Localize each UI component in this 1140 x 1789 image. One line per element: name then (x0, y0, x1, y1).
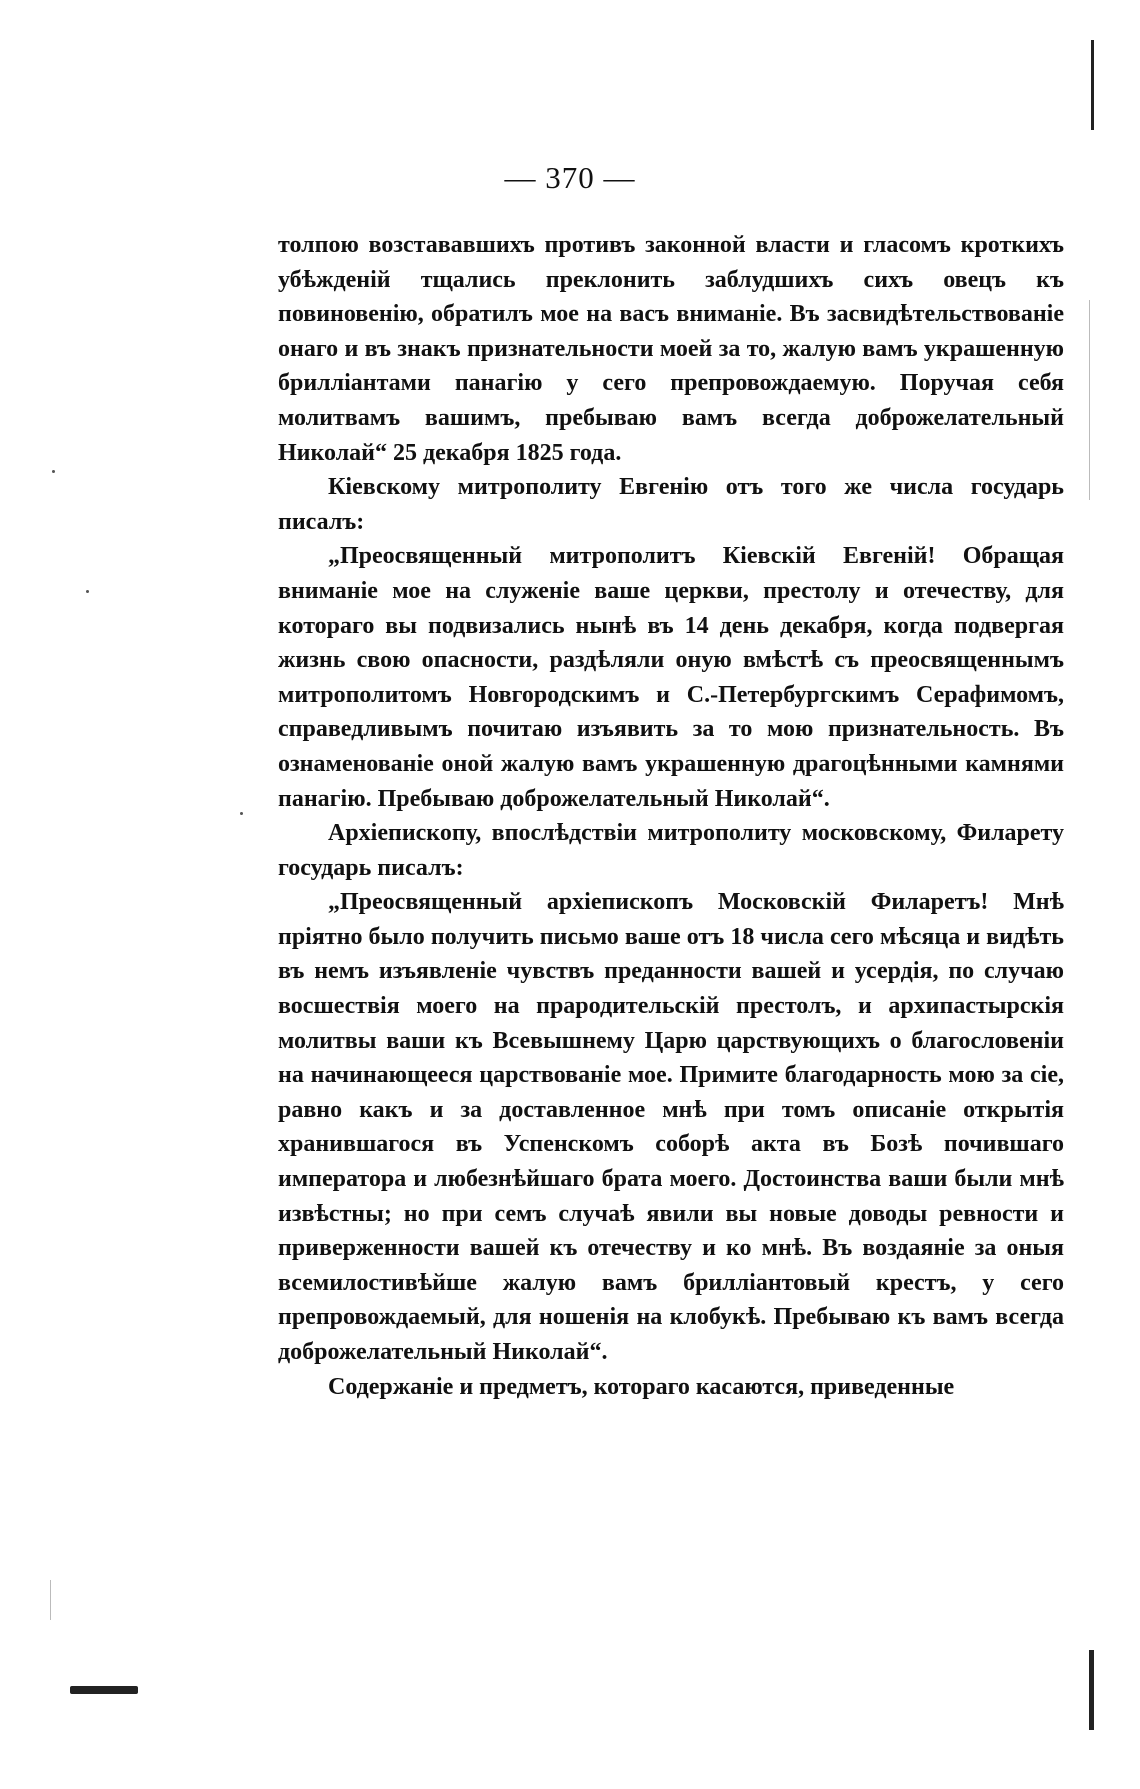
paragraph: Содержаніе и предметъ, котораго касаются, приведенные (328, 1373, 955, 1400)
page-number: — 370 — (504, 160, 636, 195)
scan-smudge (70, 1686, 138, 1694)
paragraph: Архіепископу, впослѣдствіи митрополиту московскому, Филарету государь писалъ: (278, 820, 1064, 881)
paragraph: „Преосвященный митрополитъ Кіевскій Евгеній! Обращая вниманіе мое на служеніе ваше церкви, престолу и отечеству, для котораго вы подвизались нынѣ въ 14 день декабря, когда подвергая жизнь свою опасности, раздѣляли оную вмѣстѣ съ преосвященнымъ митрополитомъ Новгородскимъ и С.-Петербургскимъ Серафимомъ, справедливымъ почитаю изъявить за то мою признательность. Въ ознаменованіе оной жалую вамъ украшенную драгоцѣнными камнями панагію. Пребываю доброжелательный Николай“. (278, 543, 1064, 812)
scan-speck (240, 812, 243, 815)
scan-edge-mark (1089, 1650, 1094, 1730)
scan-edge-mark (1091, 40, 1094, 130)
paragraph: толпою возстававшихъ противъ законной власти и гласомъ кроткихъ убѣжденій тщались преклонить заблудшихъ сихъ овецъ къ повиновенію, обратилъ мое на васъ вниманіе. Въ засвидѣтельствованіе онаго и въ знакъ признательности моей за то, жалую вамъ украшенную бриллiантами панагію у сего препровождаемую. Поручая себя молитвамъ вашимъ, пребываю вамъ всегда доброжелательный Николай“ 25 декабря 1825 года. (278, 232, 1064, 466)
scan-speck (52, 470, 55, 473)
body-text (278, 228, 1064, 1404)
paragraph: Кіевскому митрополиту Евгенію отъ того же числа государь писалъ: (278, 474, 1064, 535)
scan-speck (86, 590, 89, 593)
scan-edge-line (1089, 300, 1090, 500)
paragraph: „Преосвященный архіепископъ Московскій Филаретъ! Мнѣ пріятно было получить письмо ваше отъ 18 числа сего мѣсяца и видѣть въ немъ изъявленіе чувствъ преданности вашей и усердія, по случаю восшествія моего на прародительскій престолъ, и архипастырскія молитвы ваши къ Всевышнему Царю царствующихъ о благословеніи на начинающееся царствованіе мое. Примите благодарность мою за сіе, равно какъ и за доставленное мнѣ при томъ описаніе открытія хранившагося въ Успенскомъ соборѣ акта въ Бозѣ почившаго императора и любезнѣйшаго брата моего. Достоинства ваши были мнѣ извѣстны; но при семъ случаѣ явили вы новые доводы ревности и приверженности вашей къ отечеству и ко мнѣ. Въ воздаяніе за оныя всемилостивѣйше жалую вамъ бриллiантовый крестъ, у сего препровождаемый, для ношенія на клобукѣ. Пребываю къ вамъ всегда доброжелательный Николай“. (278, 889, 1064, 1365)
scan-edge-line (50, 1580, 51, 1620)
